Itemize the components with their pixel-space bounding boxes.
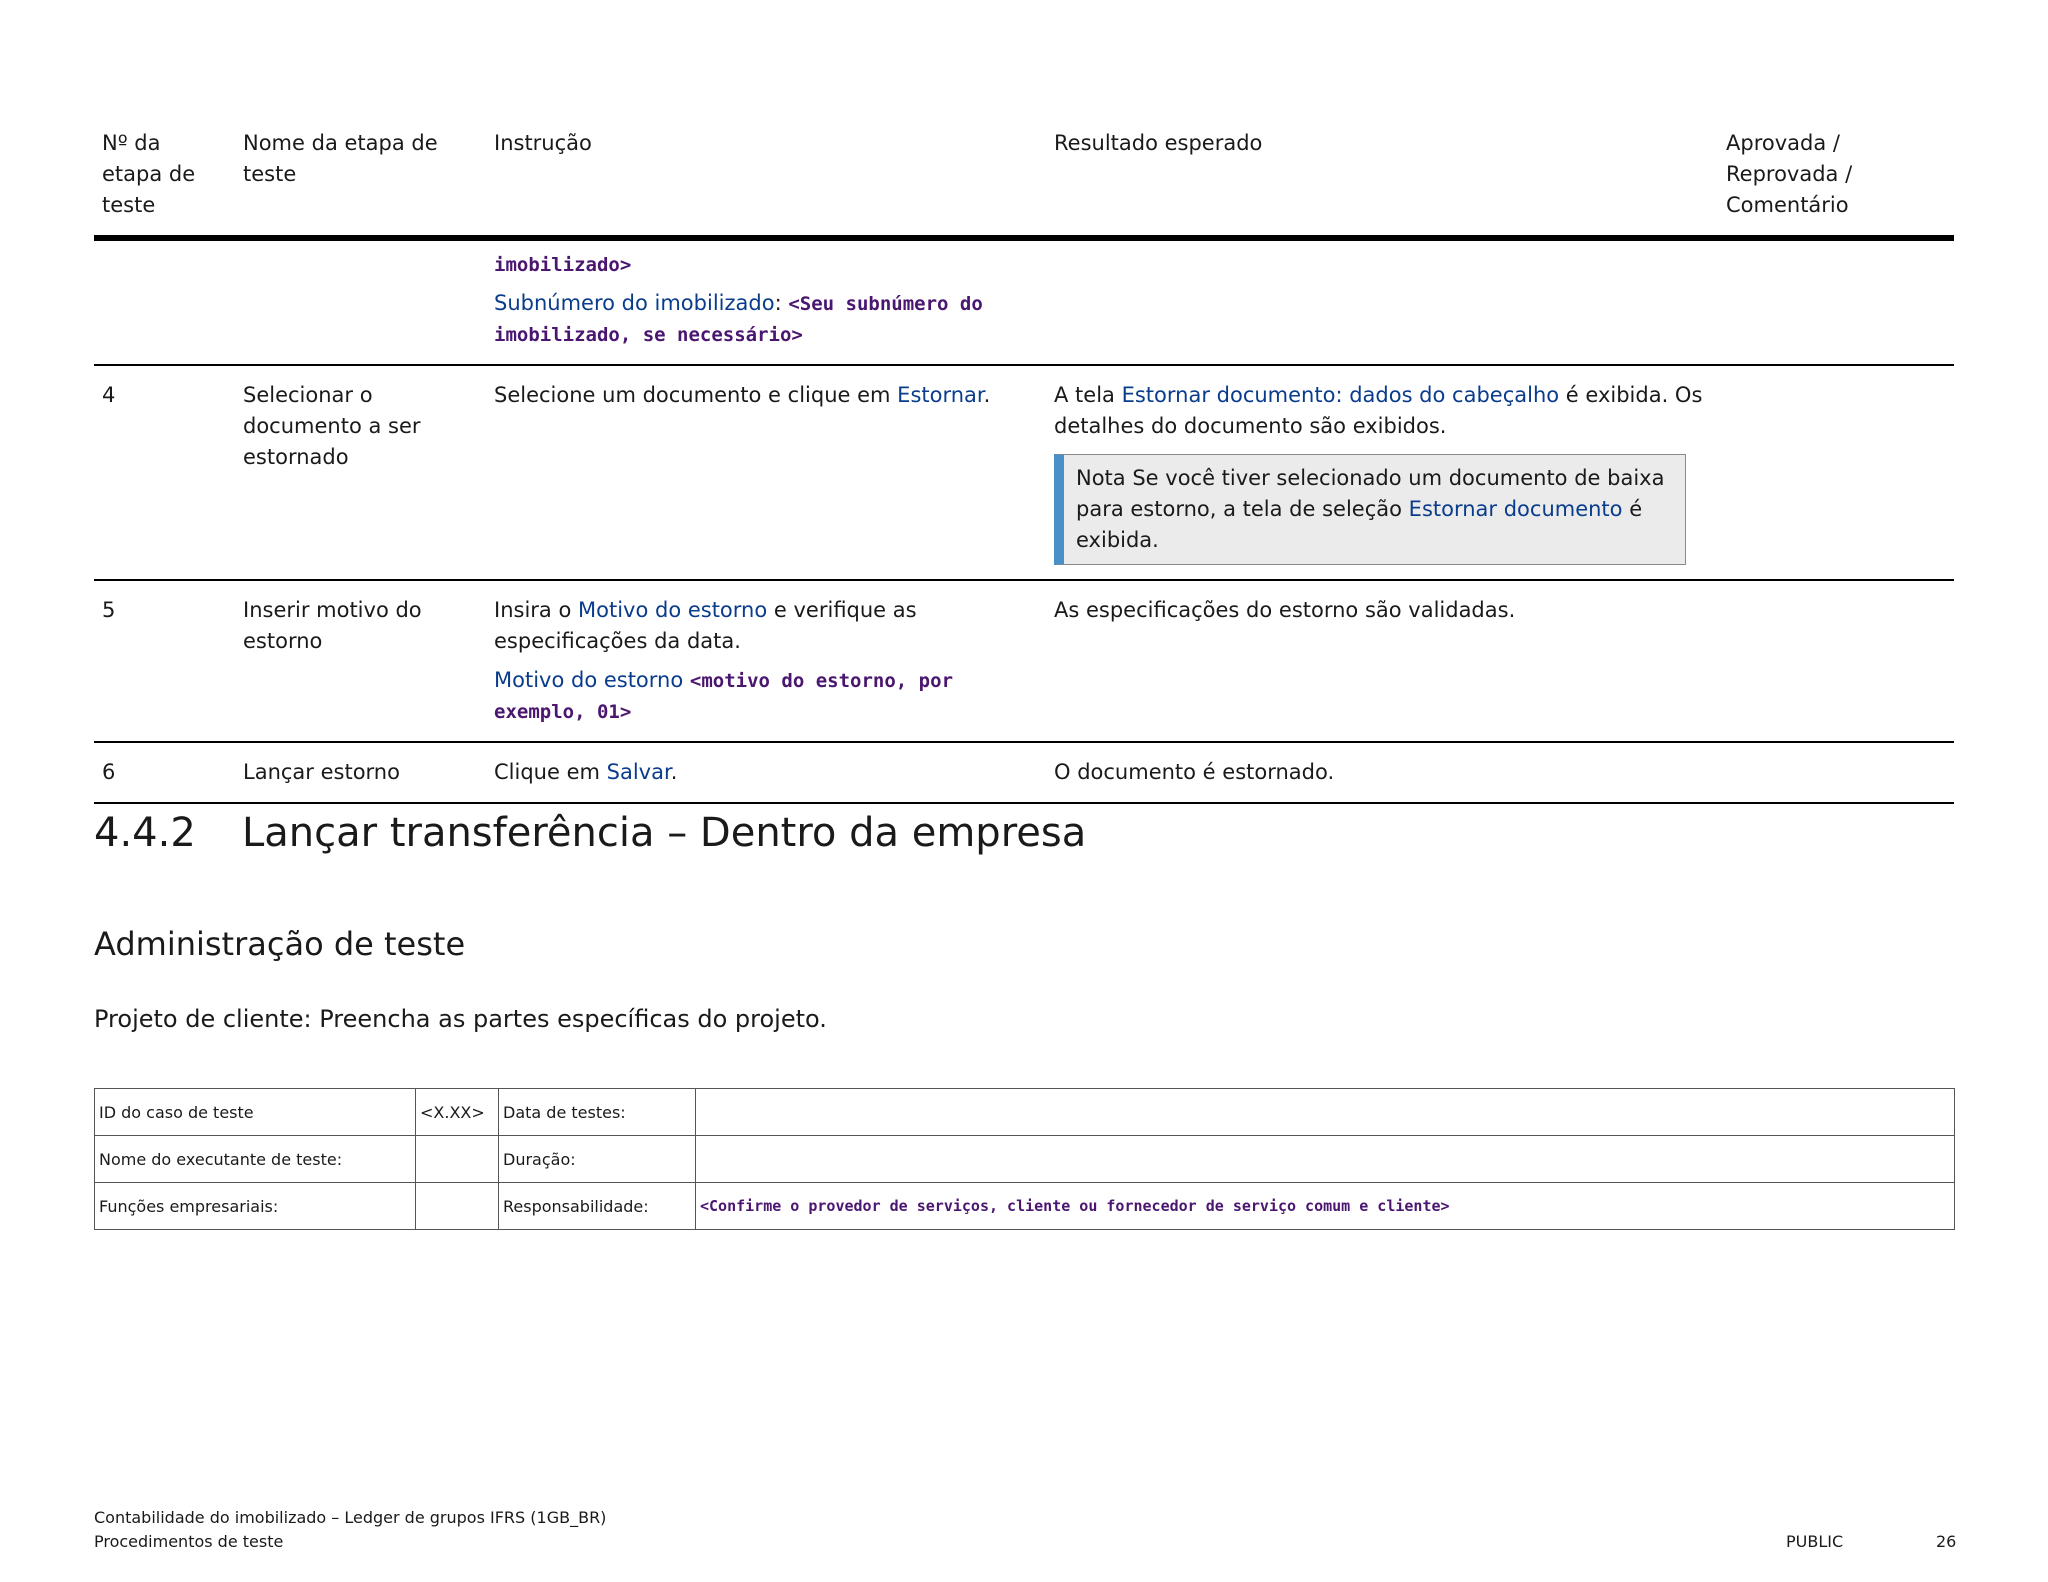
instruction-cell bbox=[486, 238, 1046, 365]
table-row bbox=[94, 365, 1954, 580]
footer-document-title: Contabilidade do imobilizado – Ledger de grupos IFRS (1GB_BR) bbox=[94, 1508, 607, 1527]
asset-number-code: imobilizado> bbox=[494, 254, 632, 276]
instruction-cell: Selecione um documento e clique em Estornar. bbox=[486, 365, 1046, 580]
reversal-reason-field-label: Motivo do estorno bbox=[494, 668, 684, 692]
admin-value bbox=[696, 1183, 1955, 1230]
footer bbox=[94, 1506, 606, 1554]
expected-result-cell bbox=[1046, 238, 1718, 365]
subnumber-code: <Seu subnúmero do imobilizado, se necessário> bbox=[494, 293, 983, 346]
test-steps-table bbox=[94, 128, 1954, 804]
estornar-link: Estornar bbox=[897, 383, 984, 407]
header-instruction: Instrução bbox=[486, 128, 1046, 238]
table-row bbox=[95, 1183, 1955, 1230]
expected-result-cell: O documento é estornado. bbox=[1046, 742, 1718, 803]
header-step-name: Nome da etapa de teste bbox=[235, 128, 486, 238]
admin-value bbox=[696, 1089, 1955, 1136]
footer-document-subtitle: Procedimentos de teste bbox=[94, 1532, 284, 1551]
table-row bbox=[94, 238, 1954, 365]
header-pass-fail-comment: Aprovada / Reprovada / Comentário bbox=[1718, 128, 1954, 238]
admin-value bbox=[416, 1183, 499, 1230]
field-separator: : bbox=[774, 291, 782, 315]
intro-text: Projeto de cliente: Preencha as partes específicas do projeto. bbox=[94, 1005, 827, 1033]
step-name-cell: Selecionar o documento a ser estornado bbox=[235, 365, 486, 580]
section-title: Lançar transferência – Dentro da empresa bbox=[242, 810, 1087, 856]
comment-cell bbox=[1718, 238, 1954, 365]
subnumber-field-label: Subnúmero do imobilizado bbox=[494, 291, 775, 315]
admin-label: ID do caso de teste bbox=[95, 1089, 416, 1136]
table-row bbox=[94, 742, 1954, 803]
instruction-cell: Insira o Motivo do estorno e verifique as especificações da data. Motivo do estorno <motivo do estorno, por exemplo, 01> bbox=[486, 580, 1046, 742]
table-row bbox=[95, 1136, 1955, 1183]
step-name-cell: Lançar estorno bbox=[235, 742, 486, 803]
page-content bbox=[94, 128, 1954, 1216]
admin-value bbox=[416, 1136, 499, 1183]
note-box: Nota Se você tiver selecionado um documento de baixa para estorno, a tela de seleção Estornar documento é exibida. bbox=[1054, 454, 1686, 565]
step-name-cell: Inserir motivo do estorno bbox=[235, 580, 486, 742]
instruction-cell: Clique em Salvar. bbox=[486, 742, 1046, 803]
expected-result-cell: As especificações do estorno são validadas. bbox=[1046, 580, 1718, 742]
section-number: 4.4.2 bbox=[94, 810, 196, 856]
admin-value bbox=[696, 1136, 1955, 1183]
table-row bbox=[95, 1089, 1955, 1136]
admin-label: Funções empresariais: bbox=[95, 1183, 416, 1230]
comment-cell bbox=[1718, 742, 1954, 803]
salvar-link: Salvar bbox=[606, 760, 671, 784]
step-number-cell: 5 bbox=[94, 580, 235, 742]
section-heading bbox=[94, 808, 1086, 858]
footer-classification: PUBLIC bbox=[1786, 1532, 1844, 1551]
admin-value: <X.XX> bbox=[416, 1089, 499, 1136]
comment-cell bbox=[1718, 365, 1954, 580]
step-number-cell: 4 bbox=[94, 365, 235, 580]
admin-label: Data de testes: bbox=[499, 1089, 696, 1136]
screen-name-link: Estornar documento: dados do cabeçalho bbox=[1121, 383, 1560, 407]
table-header-row bbox=[94, 128, 1954, 238]
admin-label: Nome do executante de teste: bbox=[95, 1136, 416, 1183]
header-expected-result: Resultado esperado bbox=[1046, 128, 1718, 238]
subheading: Administração de teste bbox=[94, 925, 466, 963]
responsibility-code: <Confirme o provedor de serviços, cliente ou fornecedor de serviço comum e cliente> bbox=[700, 1197, 1450, 1215]
admin-label: Duração: bbox=[499, 1136, 696, 1183]
header-step-number: Nº da etapa de teste bbox=[94, 128, 235, 238]
comment-cell bbox=[1718, 580, 1954, 742]
step-number-cell: 6 bbox=[94, 742, 235, 803]
table-row bbox=[94, 580, 1954, 742]
reversal-reason-link: Motivo do estorno bbox=[578, 598, 768, 622]
test-admin-table bbox=[94, 1088, 1955, 1230]
step-name-cell bbox=[235, 238, 486, 365]
admin-label: Responsabilidade: bbox=[499, 1183, 696, 1230]
footer-page-number: 26 bbox=[1936, 1532, 1957, 1551]
step-number-cell bbox=[94, 238, 235, 365]
reversal-reason-code: <motivo do estorno, por exemplo, 01> bbox=[494, 670, 954, 723]
note-screen-link: Estornar documento bbox=[1408, 497, 1623, 521]
expected-result-cell: A tela Estornar documento: dados do cabeçalho é exibida. Os detalhes do documento são exibidos. Nota Se você tiver selecionado um documento de baixa para estorno, a tela de seleção Estornar documento é exibida. bbox=[1046, 365, 1718, 580]
